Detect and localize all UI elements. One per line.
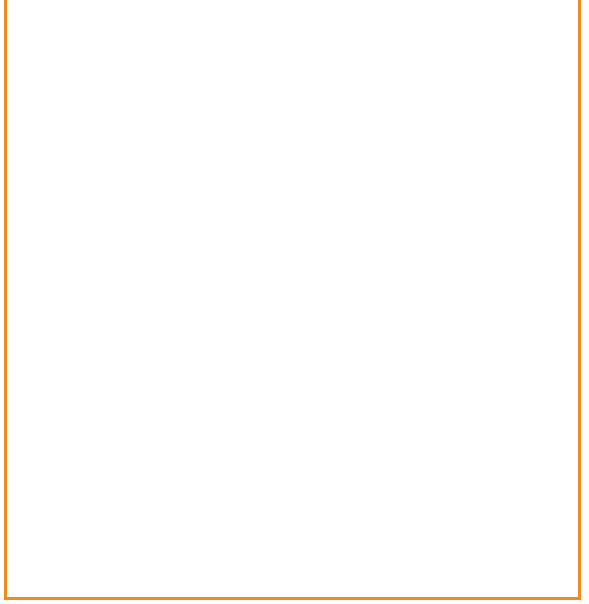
notice-text-line [10,428,567,446]
notice-text-line [10,340,567,358]
notice-text-line [10,499,567,517]
notice-text-line [10,375,567,393]
notice-body [10,6,567,566]
notice-text-line [10,147,567,165]
notice-text-line [10,516,567,534]
notice-text-line [10,481,567,499]
notice-text-line [10,323,567,341]
notice-text-line [10,252,567,270]
notice-text-line [10,235,567,253]
notice-text-line [10,534,567,552]
notice-text-line [10,94,567,112]
notice-text-line [10,200,567,218]
notice-text-line [10,76,567,94]
notice-text-line [10,129,567,147]
notice-text-line [10,164,567,182]
notice-text-line [10,59,567,77]
notice-text-line [10,182,567,200]
notice-text-line [10,305,567,323]
notice-text-line [10,41,567,59]
notice-text-line [10,411,567,429]
notice-text-line [10,217,567,235]
notice-footer [10,576,579,598]
notice-text-line [10,463,567,481]
notice-text-line [10,446,567,464]
notice-text-line [10,24,567,42]
notice-text-line [10,393,567,411]
notice-text-line [10,358,567,376]
notice-text-line [10,288,567,306]
notice-text-line [10,112,567,130]
notice-text-line [10,6,567,24]
notice-text-line [10,270,567,288]
